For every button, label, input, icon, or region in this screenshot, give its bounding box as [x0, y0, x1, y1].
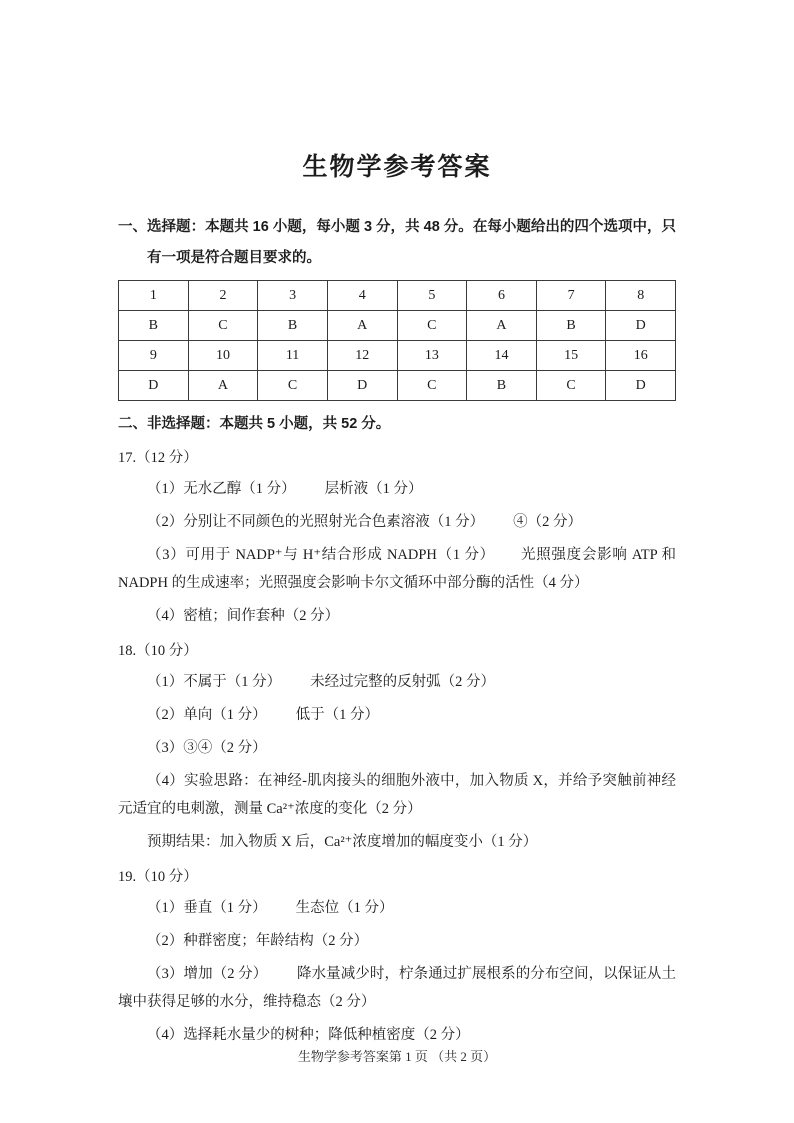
answer-table-cell: A	[467, 311, 537, 341]
section2-heading: 二、非选择题：本题共 5 小题，共 52 分。	[118, 416, 391, 432]
answer-table-cell: 1	[119, 281, 189, 311]
answer-line: （4）实验思路：在神经-肌肉接头的细胞外液中，加入物质 X，并给予突触前神经元适宜的电刺激，测量 Ca²⁺浓度的变化（2 分）	[118, 773, 676, 817]
answer-table-cell: 11	[258, 341, 328, 371]
answer-line: 预期结果：加入物质 X 后，Ca²⁺浓度增加的幅度变小（1 分）	[147, 834, 538, 850]
answer-table-cell: C	[536, 371, 606, 401]
answer-table-cell: 7	[536, 281, 606, 311]
answer-table-cell: C	[397, 371, 467, 401]
answer-line: （2）分别让不同颜色的光照射光合色素溶液（1 分） ④（2 分）	[147, 514, 582, 530]
answer-table-cell: 4	[327, 281, 397, 311]
page-title: 生物学参考答案	[302, 153, 492, 181]
answer-table-cell: 10	[188, 341, 258, 371]
question-number: 17.（12 分）	[118, 450, 198, 466]
answer-line: （2）种群密度；年龄结构（2 分）	[147, 933, 369, 949]
answer-line: （3）可用于 NADP⁺与 H⁺结合形成 NADPH（1 分） 光照强度会影响 ATP 和 NADPH 的生成速率；光照强度会影响卡尔文循环中部分酶的活性（4 分）	[118, 547, 680, 591]
page-footer: 生物学参考答案第 1 页 （共 2 页）	[297, 1049, 497, 1064]
answer-table-cell: 5	[397, 281, 467, 311]
answer-table-cell: 15	[536, 341, 606, 371]
answer-table-cell: 13	[397, 341, 467, 371]
section1-heading: 一、选择题：本题共 16 小题，每小题 3 分，共 48 分。在每小题给出的四个选项中，只有一项是符合题目要求的。	[118, 219, 676, 266]
answer-line: （3）③④（2 分）	[147, 740, 267, 756]
answer-table-cell: D	[606, 371, 676, 401]
question-block	[118, 861, 676, 1049]
answer-table-cell: 14	[467, 341, 537, 371]
answer-table	[118, 280, 676, 401]
answer-table-cell: 8	[606, 281, 676, 311]
answer-table-cell: C	[258, 371, 328, 401]
answer-table-cell: B	[467, 371, 537, 401]
answer-table-row	[119, 281, 676, 311]
answer-table-cell: D	[327, 371, 397, 401]
question-number: 18.（10 分）	[118, 643, 198, 659]
question-block	[118, 635, 676, 856]
questions-list	[118, 442, 680, 1049]
answer-table-cell: 3	[258, 281, 328, 311]
answer-table-row	[119, 341, 676, 371]
answer-table-cell: A	[327, 311, 397, 341]
answer-table-cell: B	[119, 311, 189, 341]
answer-table-cell: 9	[119, 341, 189, 371]
answer-line: （1）无水乙醇（1 分） 层析液（1 分）	[147, 481, 423, 497]
answer-table-cell: 6	[467, 281, 537, 311]
answer-table-cell: 2	[188, 281, 258, 311]
answer-table-cell: B	[536, 311, 606, 341]
answer-table-cell: 16	[606, 341, 676, 371]
answer-line: （1）不属于（1 分） 未经过完整的反射弧（2 分）	[147, 674, 495, 690]
answer-table-cell: D	[606, 311, 676, 341]
answer-table-row	[119, 371, 676, 401]
answer-line: （3）增加（2 分） 降水量减少时，柠条通过扩展根系的分布空间，以保证从土壤中获得足够的水分，维持稳态（2 分）	[118, 966, 676, 1010]
answer-table-body	[119, 281, 676, 401]
answer-table-cell: B	[258, 311, 328, 341]
answer-table-row	[119, 311, 676, 341]
answer-line: （4）密植；间作套种（2 分）	[147, 608, 340, 624]
answer-line: （1）垂直（1 分） 生态位（1 分）	[147, 900, 394, 916]
question-block	[118, 442, 680, 630]
answer-line: （2）单向（1 分） 低于（1 分）	[147, 707, 379, 723]
answer-table-cell: C	[397, 311, 467, 341]
question-number: 19.（10 分）	[118, 869, 198, 885]
answer-line: （4）选择耗水量少的树种；降低种植密度（2 分）	[147, 1027, 470, 1043]
answer-table-cell: C	[188, 311, 258, 341]
answer-table-cell: 12	[327, 341, 397, 371]
answer-table-cell: D	[119, 371, 189, 401]
answer-table-cell: A	[188, 371, 258, 401]
